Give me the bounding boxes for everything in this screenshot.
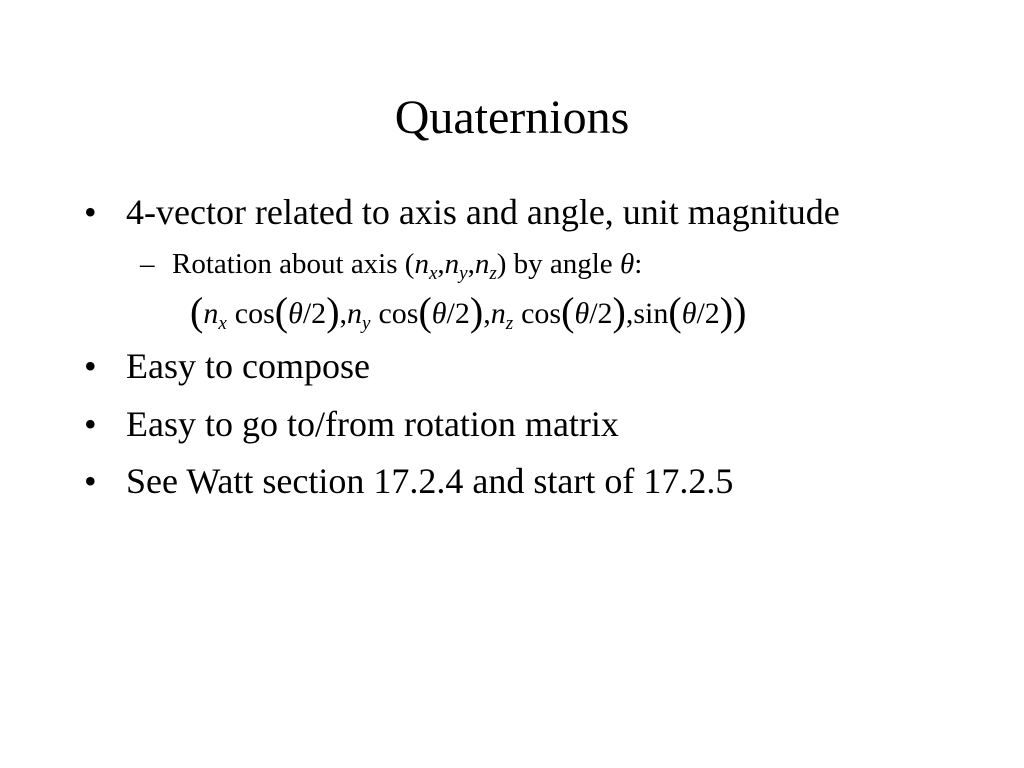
axis-n-x: n (414, 248, 429, 280)
bullet-item (84, 459, 733, 503)
formula-n-y: n (347, 297, 363, 330)
bullet-marker: • (84, 404, 97, 444)
formula-theta: θ (431, 297, 447, 330)
formula-n-x: n (203, 297, 219, 330)
formula-cos: cos (378, 297, 419, 330)
bullet-text: Easy to compose (126, 346, 370, 386)
subscript-z: z (489, 263, 497, 284)
bullet-text: Easy to go to/from rotation matrix (126, 404, 619, 444)
sub-bullet-marker: – (140, 248, 155, 280)
formula-theta: θ (681, 297, 697, 330)
axis-n-z: n (474, 248, 490, 280)
bullet-item (84, 402, 619, 446)
formula-close-paren: ) (612, 289, 626, 334)
colon: : (634, 248, 643, 280)
sub-text-after: ) by angle (496, 248, 620, 280)
formula-comma: , (339, 297, 348, 330)
formula-open-paren: ( (418, 289, 432, 334)
formula-open-paren: ( (561, 289, 575, 334)
formula-open-paren: ( (668, 289, 682, 334)
bullet-marker: • (84, 346, 97, 386)
sub-text-before: Rotation about axis ( (172, 248, 415, 280)
theta-symbol: θ (619, 248, 635, 280)
quaternion-formula (190, 290, 746, 346)
formula-theta: θ (574, 297, 590, 330)
bullet-item (84, 344, 370, 388)
formula-theta: θ (288, 297, 303, 330)
bullet-text: See Watt section 17.2.4 and start of 17.2.5 (126, 461, 734, 501)
comma: , (467, 248, 475, 280)
bullet-marker: • (84, 461, 97, 501)
formula-sin: sin (633, 297, 669, 330)
formula-half: /2 (446, 297, 470, 330)
subscript-x: x (428, 263, 438, 284)
bullet-item (84, 190, 840, 234)
formula-cos: cos (234, 297, 275, 330)
sub-bullet-item (140, 246, 642, 292)
formula-comma: , (483, 297, 491, 330)
formula-close-paren: ) (719, 289, 734, 334)
formula-close-paren: ) (326, 289, 340, 334)
formula-close-paren-outer: ) (733, 289, 747, 334)
comma: , (437, 248, 445, 280)
formula-subscript-x: x (218, 313, 227, 334)
formula-subscript-z: z (505, 313, 514, 334)
formula-cos: cos (521, 297, 562, 330)
formula-open-paren: ( (190, 289, 204, 334)
formula-half: /2 (302, 297, 327, 330)
formula-half: /2 (696, 297, 720, 330)
bullet-text: 4-vector related to axis and angle, unit magnitude (126, 192, 840, 232)
bullet-marker: • (84, 192, 97, 232)
subscript-y: y (459, 263, 468, 284)
formula-open-paren: ( (274, 289, 289, 334)
formula-half: /2 (589, 297, 613, 330)
formula-comma: , (625, 297, 634, 330)
formula-subscript-y: y (362, 313, 371, 334)
formula-n-z: n (490, 297, 506, 330)
formula-close-paren: ) (469, 289, 484, 334)
axis-n-y: n (444, 248, 460, 280)
slide-title: Quaternions (394, 91, 630, 144)
